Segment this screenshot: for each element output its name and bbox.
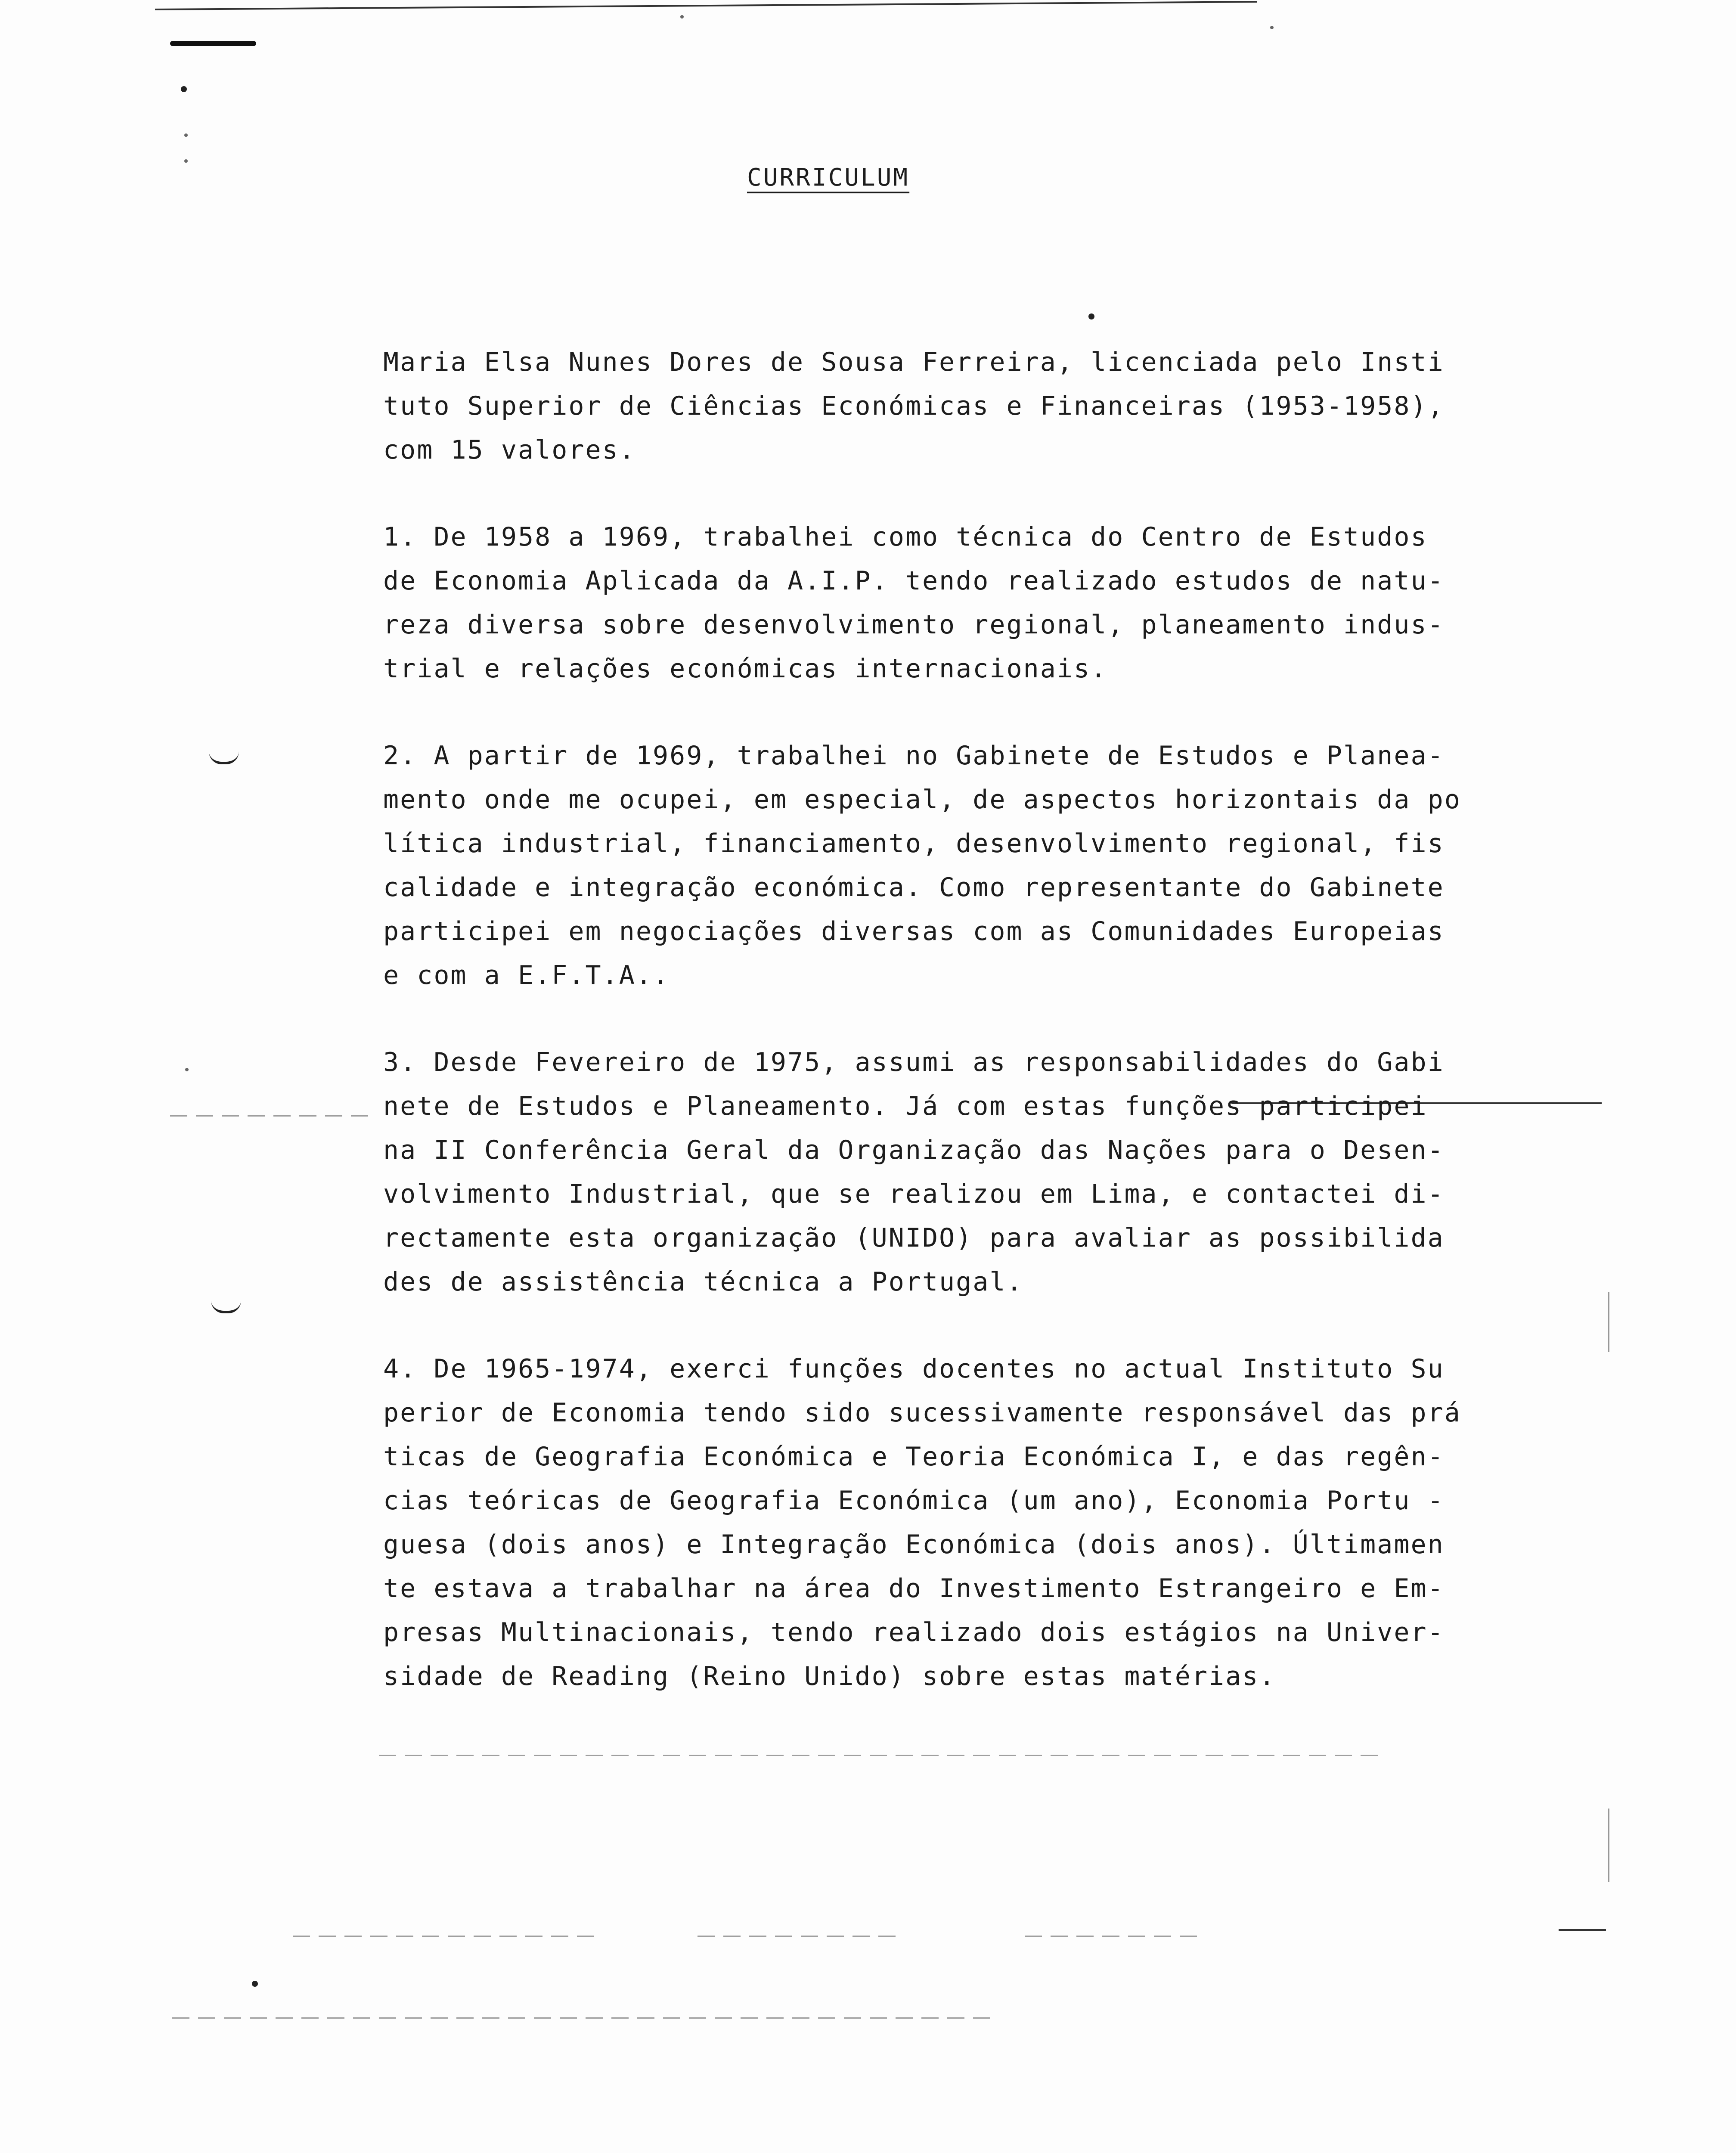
scan-rule [379,1755,1386,1756]
text-line: nete de Estudos e Planeamento. Já com estas funções participei [383,1091,1428,1121]
scan-dot [1270,26,1274,29]
punch-hole-mark [209,751,239,764]
scan-rule [170,1115,377,1117]
scan-dot [184,159,188,163]
paragraph-intro [383,340,1511,472]
scan-dot [1088,313,1094,320]
text-line: des de assistência técnica a Portugal. [383,1267,1023,1297]
scan-rule [1025,1936,1197,1937]
paragraph-2 [383,734,1511,997]
text-line: cias teóricas de Geografia Económica (um ano), Economia Portu - [383,1486,1445,1516]
scan-dot [185,1068,189,1071]
text-line: lítica industrial, financiamento, desenvolvimento regional, fis [383,828,1445,859]
scan-rule [172,2017,999,2019]
scan-dot [252,1981,258,1987]
text-line: te estava a trabalhar na área do Investimento Estrangeiro e Em- [383,1573,1445,1604]
text-line: 2. A partir de 1969, trabalhei no Gabinete de Estudos e Planea- [383,741,1445,771]
scan-rule [293,1936,594,1937]
text-line: na II Conferência Geral da Organização das Nações para o Desen- [383,1135,1445,1165]
text-line: 1. De 1958 a 1969, trabalhei como técnica do Centro de Estudos [383,522,1428,552]
text-line: tuto Superior de Ciências Económicas e Financeiras (1953-1958), [383,391,1445,421]
text-line: 3. Desde Fevereiro de 1975, assumi as responsabilidades do Gabi [383,1047,1445,1077]
text-line: presas Multinacionais, tendo realizado dois estágios na Univer- [383,1617,1445,1647]
scan-dot [680,15,684,19]
scan-rule [698,1936,904,1937]
text-line: perior de Economia tendo sido sucessivamente responsável das prá [383,1398,1461,1428]
scan-rule [1559,1929,1606,1931]
text-line: sidade de Reading (Reino Unido) sobre estas matérias. [383,1661,1276,1691]
scan-dot [181,86,187,92]
scan-dash-mark [170,41,256,46]
text-line: ticas de Geografia Económica e Teoria Económica I, e das regên- [383,1442,1445,1472]
text-line: com 15 valores. [383,435,636,465]
text-line: 4. De 1965-1974, exerci funções docentes no actual Instituto Su [383,1354,1445,1384]
text-line: volvimento Industrial, que se realizou em Lima, e contactei di- [383,1179,1445,1209]
document-title: CURRICULUM [747,164,910,192]
text-line: e com a E.F.T.A.. [383,960,670,990]
scan-vertical-mark [1608,1809,1609,1882]
text-line: Maria Elsa Nunes Dores de Sousa Ferreira, licenciada pelo Insti [383,347,1445,377]
text-line: rectamente esta organização (UNIDO) para avaliar as possibilida [383,1223,1445,1253]
scan-dot [184,133,188,137]
text-line: reza diversa sobre desenvolvimento regional, planeamento indus- [383,610,1445,640]
text-line: guesa (dois anos) e Integração Económica (dois anos). Últimamen [383,1529,1445,1560]
text-line: calidade e integração económica. Como representante do Gabinete [383,872,1445,903]
paragraph-3 [383,1040,1511,1304]
text-line: trial e relações económicas internacionais. [383,654,1108,684]
document-body [383,340,1511,1698]
punch-hole-mark [211,1300,241,1313]
paragraph-1 [383,515,1511,691]
scan-top-rule [155,1,1257,10]
text-line: mento onde me ocupei, em especial, de aspectos horizontais da po [383,785,1461,815]
text-line: de Economia Aplicada da A.I.P. tendo realizado estudos de natu- [383,566,1445,596]
paragraph-4 [383,1347,1511,1698]
text-line: participei em negociações diversas com as Comunidades Europeias [383,916,1445,946]
scan-vertical-mark [1608,1292,1609,1352]
